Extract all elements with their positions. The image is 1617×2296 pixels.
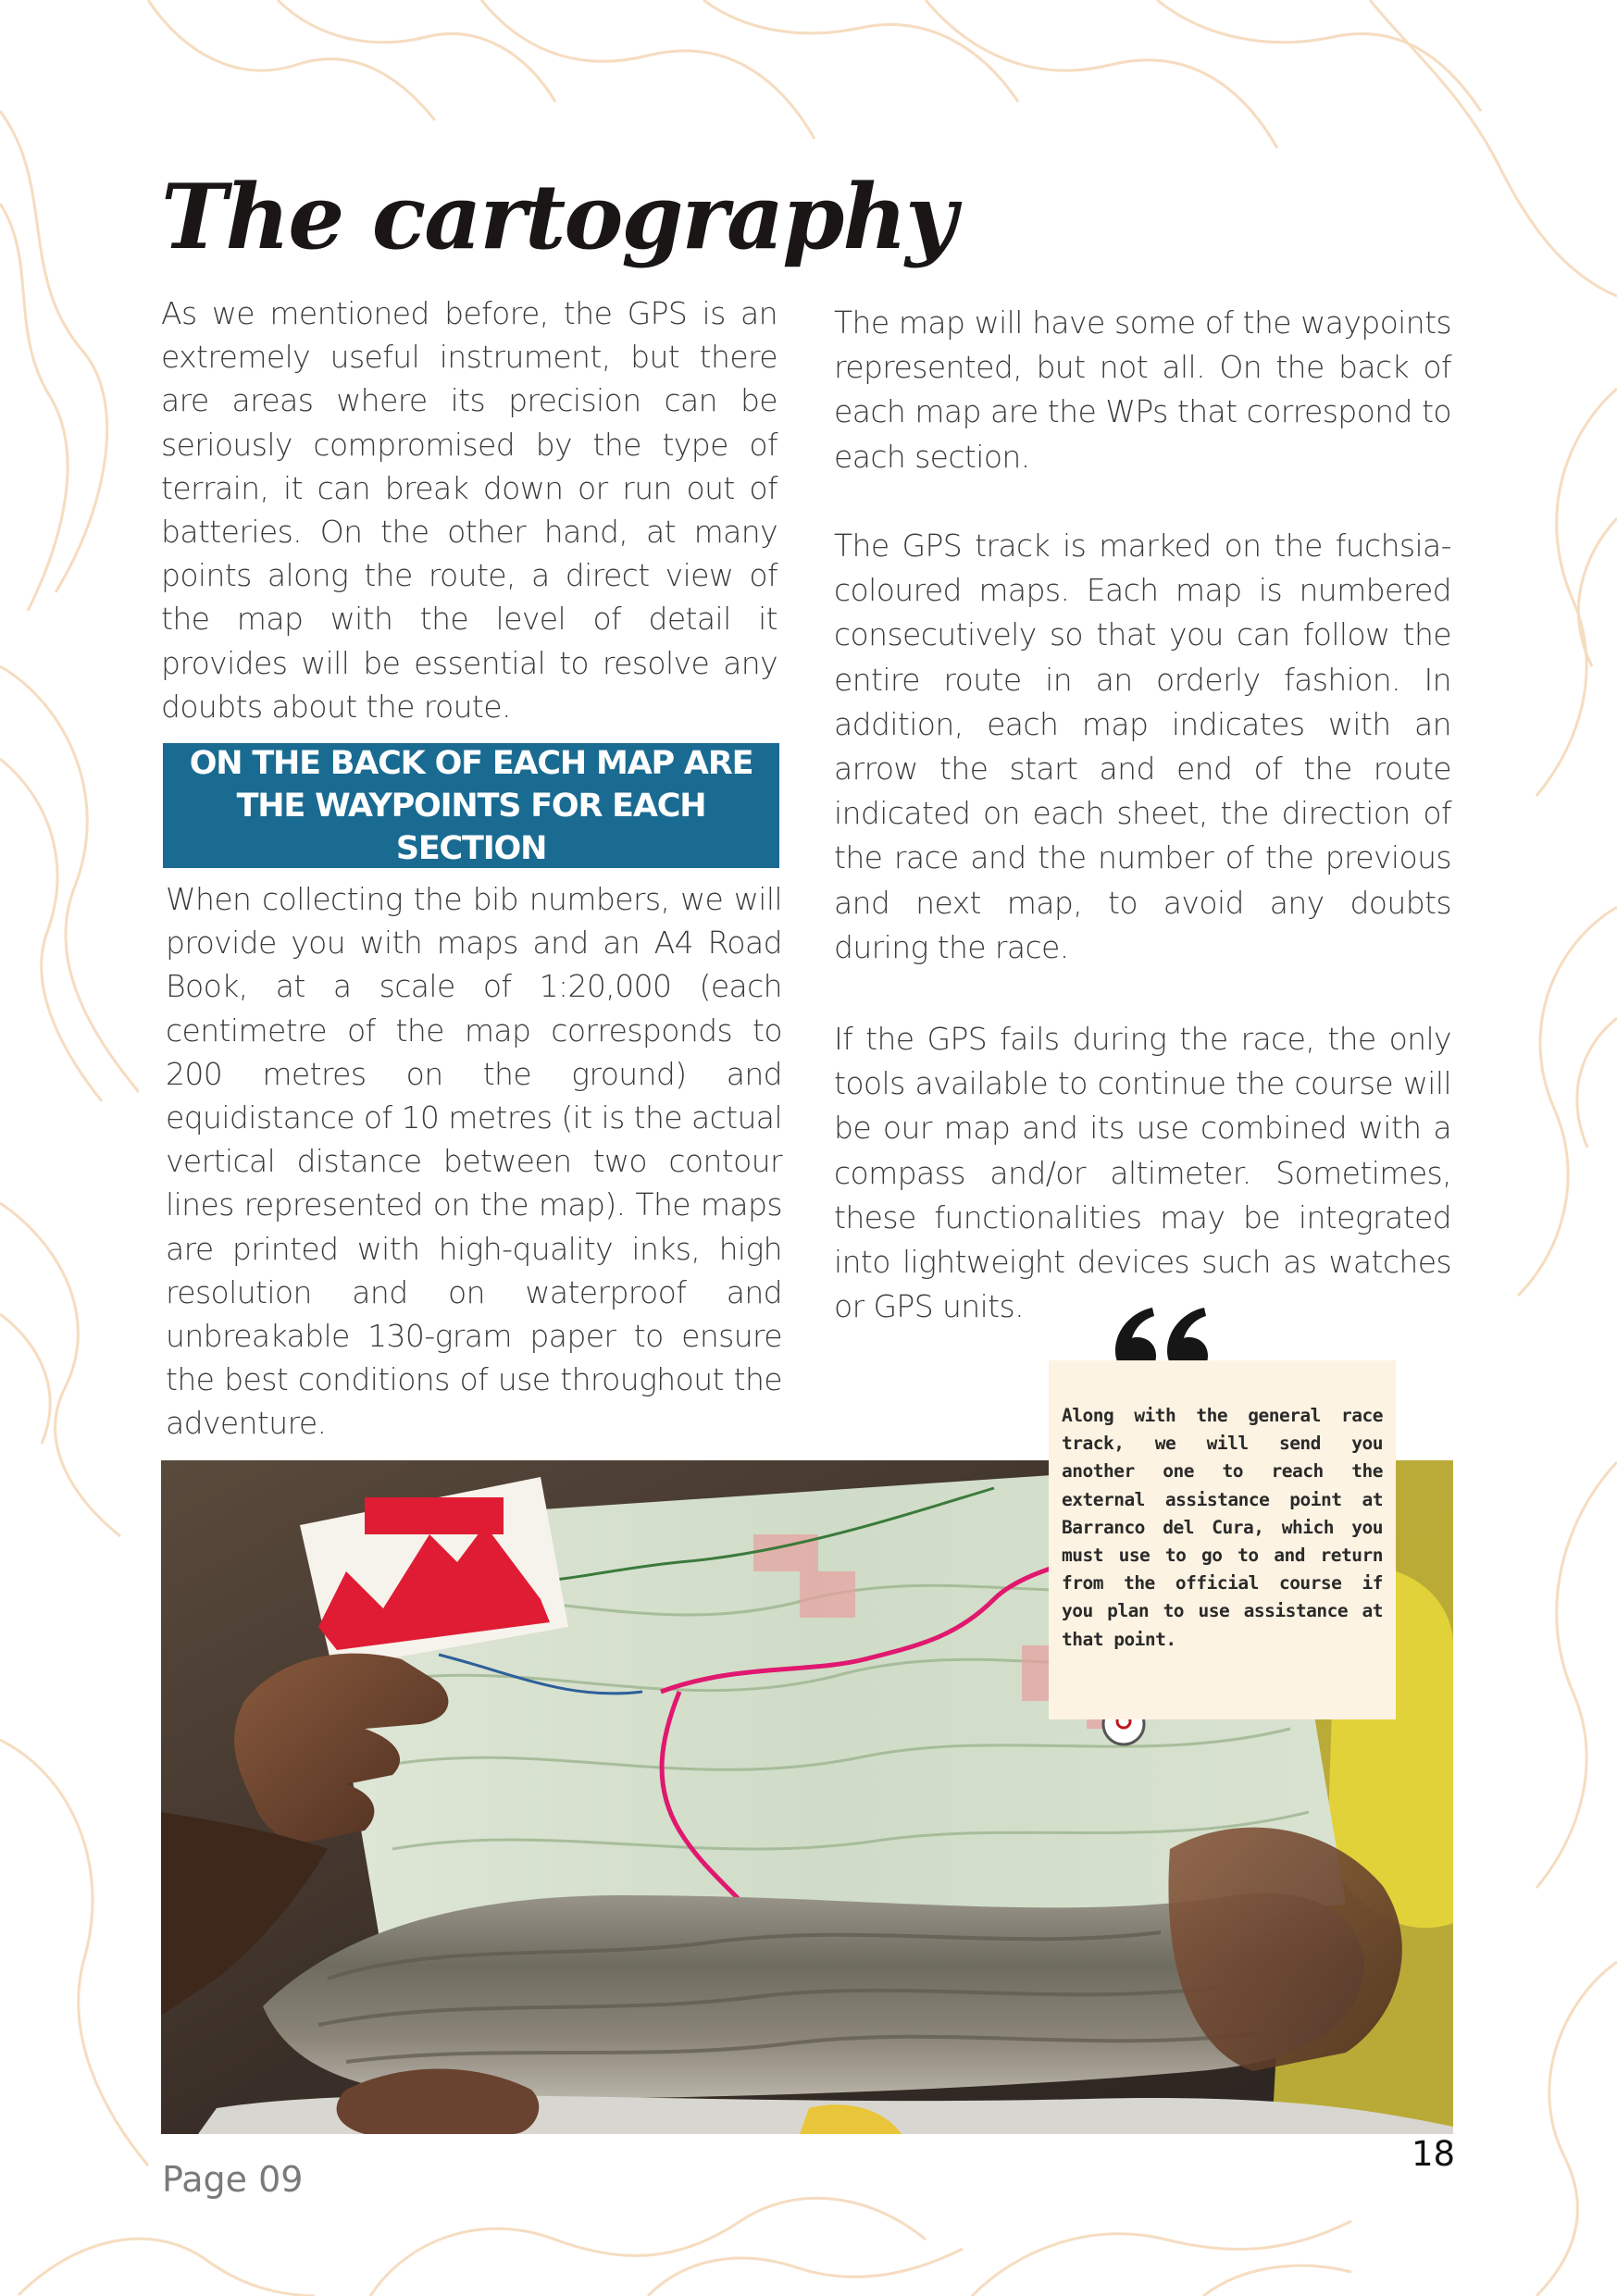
right-paragraph-1: The map will have some of the waypoints represented, but not all. On the back of each map are the WPs that correspond to each section. [834,304,1451,475]
page-number: 18 [1412,2134,1456,2174]
callout-text: ON THE BACK OF EACH MAP ARE THE WAYPOINTS FOR EACH SECTION [189,744,753,867]
page-label: Page 09 [162,2159,304,2200]
left-paragraph-2: When collecting the bib numbers, we will provide you with maps and an A4 Road Book, at a scale of 1:20,000 (each centimetre of the map corresponds to 200 metres on the ground) and equidistance of 10 metres (it is the actual vertical distance between two contour lines represented on the map). The maps are printed with high-quality inks, high resolution and on waterproof and unbreakable 130-gram paper to ensure the best conditions of use throughout the adventure. [166,881,782,1442]
quote-note [1049,1360,1396,1719]
page-title: The cartography [161,165,955,269]
left-paragraph-1: As we mentioned before, the GPS is an extremely useful instrument, but there are areas where its precision can be seriously compromised by the type of terrain, it can break down or run out of batteries. On the other hand, at many points along the route, a direct view of the map with the level of detail it provides will be essential to resolve any doubts about the route. [161,295,777,725]
right-paragraph-2: The GPS track is marked on the fuchsia-coloured maps. Each map is numbered consecutively so that you can follow the entire route in an orderly fashion. In addition, each map indicates with an arrow the start and end of the route indicated on each sheet, the direction of the race and the number of the previous and next map, to avoid any doubts during the race. [834,527,1451,965]
right-paragraph-3: If the GPS fails during the race, the only tools available to continue the course will be our map and its use combined with a compass and/or altimeter. Sometimes, these functionalities may be integrated into lightweight devices such as watches or GPS units. [834,1021,1451,1325]
quote-text: Along with the general race track, we will send you another one to reach the external assistance point at Barranco del Cura, which you must use to go to and return from the official course if you plan to use assistance at that point. [1062,1405,1383,1650]
callout-banner [163,743,779,868]
